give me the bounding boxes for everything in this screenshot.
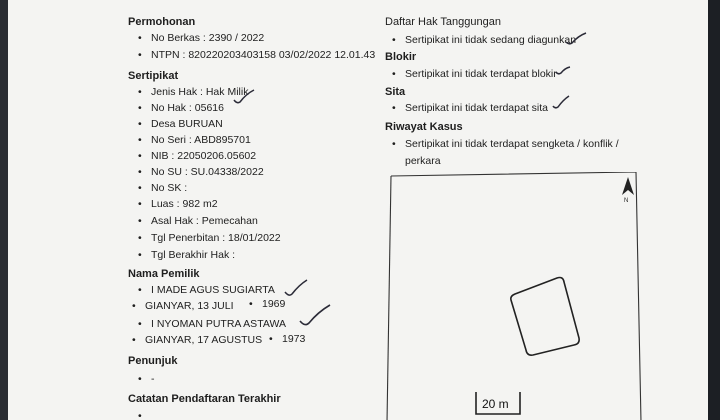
north-arrow-icon: [622, 177, 634, 204]
sita-heading: Sita: [385, 86, 406, 98]
check-mark-icon: [298, 303, 332, 331]
desa: • Desa BURUAN: [151, 118, 223, 130]
document-page: [8, 0, 708, 420]
page-edge-shadow: [708, 0, 720, 420]
check-mark-icon: [232, 88, 256, 108]
north-label: N: [624, 198, 629, 204]
scale-bar: [476, 392, 520, 414]
tgl-berakhir-hak: • Tgl Berakhir Hak :: [151, 249, 235, 261]
jenis-hak: • Jenis Hak : Hak Milik: [151, 86, 248, 98]
riwayat-kasus-status: • Sertipikat ini tidak terdapat sengketa / konflik /: [405, 138, 619, 150]
owner-2-name: • I NYOMAN PUTRA ASTAWA: [151, 318, 286, 330]
owner-1-name: • I MADE AGUS SUGIARTA: [151, 284, 275, 296]
asal-hak: • Asal Hak : Pemecahan: [151, 215, 258, 227]
permohonan-heading: Permohonan: [128, 16, 196, 28]
parcel-boundary: [511, 278, 579, 356]
no-hak: • No Hak : 05616: [151, 102, 224, 114]
map-frame-left: [387, 176, 391, 420]
no-su: • No SU : SU.04338/2022: [151, 166, 264, 178]
ntpn: • NTPN : 820220203403158 03/02/2022 12.01.43: [151, 49, 375, 61]
check-mark-icon: [551, 94, 571, 112]
riwayat-kasus-status-cont: perkara: [405, 155, 441, 167]
check-mark-icon: [564, 30, 588, 48]
sita-status: • Sertipikat ini tidak terdapat sita: [405, 102, 548, 114]
owner-2-place-date: • GIANYAR, 17 AGUSTUS: [145, 334, 262, 346]
parcel-map: [385, 172, 645, 420]
no-sk: • No SK :: [151, 182, 187, 194]
penunjuk-item: • -: [151, 373, 155, 385]
owner-2-year: • 1973: [282, 333, 305, 345]
riwayat-kasus-heading: Riwayat Kasus: [385, 121, 463, 133]
blokir-heading: Blokir: [385, 51, 417, 63]
owner-1-year: • 1969: [262, 298, 285, 310]
luas: • Luas : 982 m2: [151, 198, 218, 210]
sertipikat-heading: Sertipikat: [128, 70, 179, 82]
nib: • NIB : 22050206.05602: [151, 150, 256, 162]
check-mark-icon: [283, 278, 309, 300]
daftar-hak-tanggungan-heading: Daftar Hak Tanggungan: [385, 16, 501, 28]
no-seri: • No Seri : ABD895701: [151, 134, 251, 146]
tanggungan-status: • Sertipikat ini tidak sedang diagunkan: [405, 34, 576, 46]
nama-pemilik-heading: Nama Pemilik: [128, 268, 200, 280]
penunjuk-heading: Penunjuk: [128, 355, 178, 367]
scale-label: 20 m: [482, 397, 509, 411]
map-frame-top-right: [391, 172, 641, 420]
check-mark-icon: [554, 64, 572, 78]
catatan-heading: Catatan Pendaftaran Terakhir: [128, 393, 281, 405]
owner-1-place-date: • GIANYAR, 13 JULI: [145, 300, 234, 312]
tgl-penerbitan: • Tgl Penerbitan : 18/01/2022: [151, 232, 281, 244]
no-berkas: • No Berkas : 2390 / 2022: [151, 32, 264, 44]
blokir-status: • Sertipikat ini tidak terdapat blokir: [405, 68, 557, 80]
